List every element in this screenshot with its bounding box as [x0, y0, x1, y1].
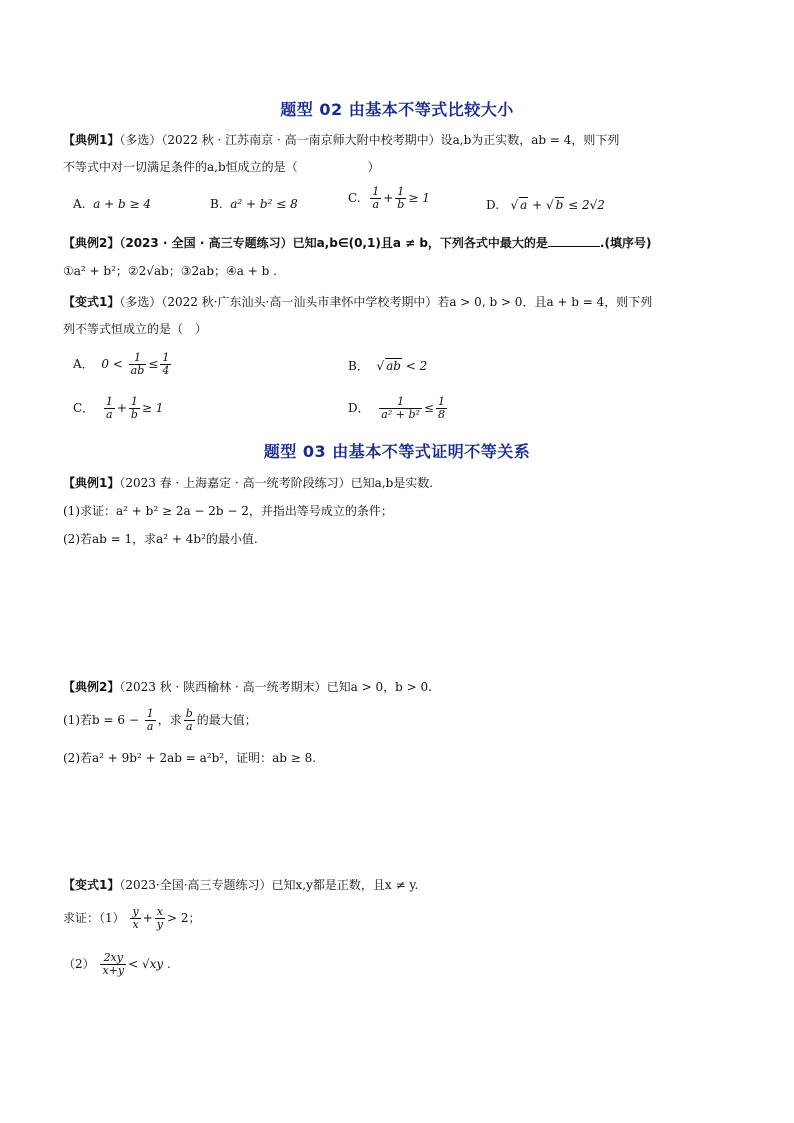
s2-var1-q1: 求证：（1） $\frac{y}{x}$ + $\frac{x}{y}$ > 2；: [63, 905, 201, 931]
fraction: $\frac{1}{8}$: [437, 395, 445, 421]
option-label: C.: [348, 191, 361, 205]
s2-ex2-q2: (2)若a² + 9b² + 2ab = a²b²，证明：ab ≥ 8.: [63, 751, 317, 765]
option-text: 0 <: [101, 357, 123, 371]
fraction: $\frac{2xy}{x+y}$: [102, 951, 125, 977]
ex1-line1: [63, 131, 619, 149]
fraction: $\frac{y}{x}$: [132, 905, 139, 931]
s2-ex2-q1-mid: ，求: [157, 713, 182, 727]
ex1-option-d: D. √ a + √ b ≤ 2√2: [486, 198, 605, 212]
s2-ex2-q1-end: 的最大值；: [196, 713, 257, 727]
s2-var1-q2: [63, 952, 171, 977]
s2-var1-q1-pre: 求证：（1）: [63, 911, 125, 925]
var1-tag: 【变式1】: [63, 295, 120, 309]
option-text: ≤ 2√2: [568, 198, 605, 212]
ex1-option-b: [210, 197, 298, 211]
s2-var1-q1-tail: > 2；: [166, 911, 201, 925]
fraction: $\frac{1}{a}$: [146, 707, 154, 733]
var1-line1: [63, 293, 652, 311]
ex1-option-a: [73, 197, 151, 211]
s2-ex2-q1: [63, 708, 257, 733]
fraction: $\frac{x}{y}$: [156, 905, 163, 931]
ex2-line2: ①a² + b²；②2√ab；③2ab；④a + b .: [63, 264, 277, 278]
option-text: ≥ 1: [141, 401, 164, 415]
var1-text1: （多选）（2022 秋·广东汕头·高一汕头市聿怀中学校考期中）若a > 0, b > 0．且a + b = 4，则下列: [119, 295, 653, 309]
s2-ex1-line1: [63, 474, 433, 492]
fraction: $\frac{1}{ab}$: [130, 351, 145, 377]
option-text: a² + b² ≤ 8: [230, 197, 298, 211]
fraction: $\frac{1}{\text{a² + b²}}$: [381, 395, 420, 421]
fraction: $\frac{1}{b}$: [130, 395, 138, 421]
var1-line2: 列不等式恒成立的是（ ）: [63, 322, 208, 336]
option-label: D.: [486, 198, 500, 212]
option-text: a + b ≥ 4: [93, 197, 151, 211]
s2-ex2-tag: 【典例2】: [63, 680, 120, 694]
s2-var1-tag: 【变式1】: [63, 878, 120, 892]
option-label: C．: [73, 401, 95, 415]
section-title-02: 题型 02 由基本不等式比较大小: [280, 100, 514, 119]
ex2-tag: 【典例2】: [63, 236, 120, 250]
option-label: A.: [73, 197, 86, 211]
fraction: $\frac{b}{a}$: [185, 707, 193, 733]
s2-ex2-text1: （2023 秋 · 陕西榆林 · 高一统考期末）已知a > 0，b > 0.: [119, 680, 432, 694]
fraction: $\frac{1}{a}$: [372, 185, 380, 211]
answer-blank: [548, 234, 600, 247]
option-text: ≤: [423, 401, 434, 415]
ex2-line1: [63, 234, 651, 252]
s2-var1-text1: （2023·全国·高三专题练习）已知x,y都是正数，且x ≠ y.: [119, 878, 419, 892]
var1-option-c: C． $\frac{1}{a}$ + $\frac{1}{b}$ ≥ 1: [73, 395, 164, 421]
ex1-line2: [63, 158, 380, 176]
option-label: A．: [73, 357, 94, 371]
s2-var1-q2-pre: （2）: [63, 957, 95, 971]
s2-var1-line1: [63, 876, 418, 894]
s2-ex1-q1: (1)求证：a² + b² ≥ 2a − 2b − 2，并指出等号成立的条件；: [63, 504, 393, 518]
var1-option-a: A． 0 < $\frac{1}{ab}$ ≤ $\frac{1}{4}$: [73, 351, 170, 377]
ex1-option-c: C. $\frac{1}{a}$ + $\frac{1}{b}$ ≥ 1: [348, 185, 430, 211]
ex1-text1: （多选）（2022 秋 · 江苏南京 · 高一南京师大附中校考期中）设a,b为正实数，ab = 4，则下列: [119, 133, 620, 147]
ex1-text2: 不等式中对一切满足条件的a,b恒成立的是（: [63, 160, 298, 174]
fraction: $\frac{1}{4}$: [162, 351, 170, 377]
ex1-tag: 【典例1】: [63, 133, 120, 147]
ex1-paren-close: ）: [367, 160, 380, 174]
ex2-text1: （2023 · 全国 · 高三专题练习）已知a,b∈(0,1)且a ≠ b，下列各式中最大的是: [119, 236, 548, 250]
var1-option-b: B． √ ab < 2: [348, 359, 428, 373]
option-label: D．: [348, 401, 370, 415]
var1-option-d: [348, 396, 449, 421]
fraction: $\frac{1}{b}$: [397, 185, 405, 211]
option-text: < 2: [405, 359, 428, 373]
s2-ex2-q1-pre: (1)若b = 6 −: [63, 713, 139, 727]
option-label: B.: [210, 197, 223, 211]
ex2-text1-end: .(填序号): [599, 236, 652, 250]
option-label: B．: [348, 359, 369, 373]
s2-var1-q2-tail: < √xy .: [128, 957, 171, 971]
fraction: $\frac{1}{a}$: [105, 395, 113, 421]
s2-ex1-q2: (2)若ab = 1，求a² + 4b²的最小值.: [63, 532, 258, 546]
s2-ex2-line1: [63, 678, 432, 696]
option-text: ≥ 1: [408, 191, 430, 205]
section-title-03: 题型 03 由基本不等式证明不等关系: [263, 442, 531, 461]
s2-ex1-text1: （2023 春 · 上海嘉定 · 高一统考阶段练习）已知a,b是实数.: [119, 476, 434, 490]
s2-ex1-tag: 【典例1】: [63, 476, 120, 490]
